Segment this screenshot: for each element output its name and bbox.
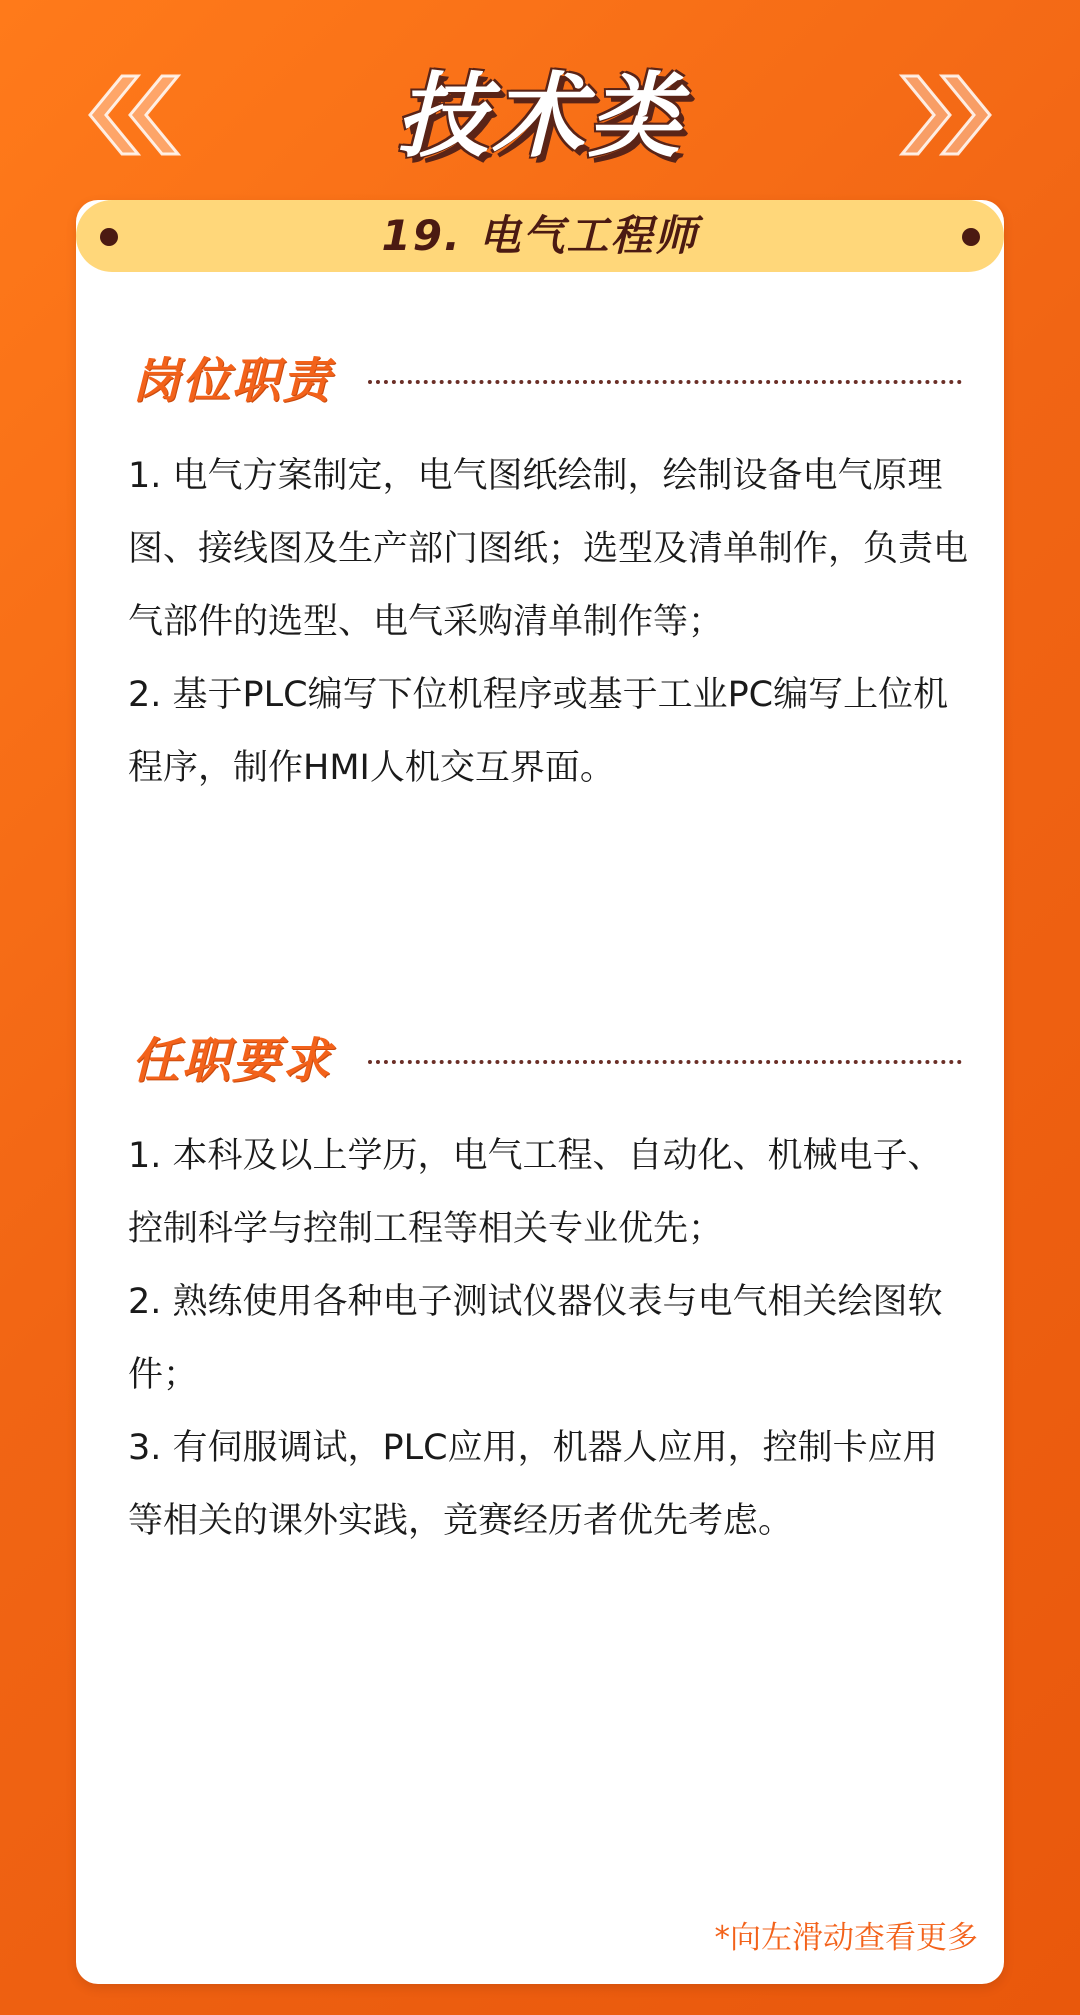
page-header [0, 40, 1080, 190]
job-title: 19. 电气工程师 [381, 211, 699, 260]
responsibilities-header [132, 346, 962, 416]
requirements-text [128, 1120, 968, 1558]
section-divider [368, 1060, 962, 1064]
banner-dot-right [962, 228, 980, 246]
swipe-hint: *向左滑动查看更多 [714, 1920, 978, 1956]
responsibilities-title: 岗位职责 [132, 353, 333, 409]
page-title: 技术类 [395, 63, 684, 170]
responsibilities-text [128, 440, 968, 805]
responsibility-item: 1. 电气方案制定，电气图纸绘制，绘制设备电气原理图、接线图及生产部门图纸；选型及清单制作，负责电气部件的选型、电气采购清单制作等； [128, 456, 969, 642]
requirement-item: 1. 本科及以上学历，电气工程、自动化、机械电子、控制科学与控制工程等相关专业优先； [128, 1136, 943, 1249]
job-title-banner [76, 200, 1004, 272]
requirements-title: 任职要求 [132, 1033, 333, 1089]
job-card [76, 200, 1004, 1984]
requirements-header [132, 1026, 962, 1096]
requirement-item: 3. 有伺服调试，PLC应用，机器人应用，控制卡应用等相关的课外实践，竞赛经历者优先考虑。 [128, 1428, 938, 1541]
responsibility-item: 2. 基于PLC编写下位机程序或基于工业PC编写上位机程序，制作HMI人机交互界面。 [128, 675, 949, 788]
double-chevron-right-icon [890, 70, 1000, 160]
section-divider [368, 380, 962, 384]
requirement-item: 2. 熟练使用各种电子测试仪器仪表与电气相关绘图软件； [128, 1282, 943, 1395]
